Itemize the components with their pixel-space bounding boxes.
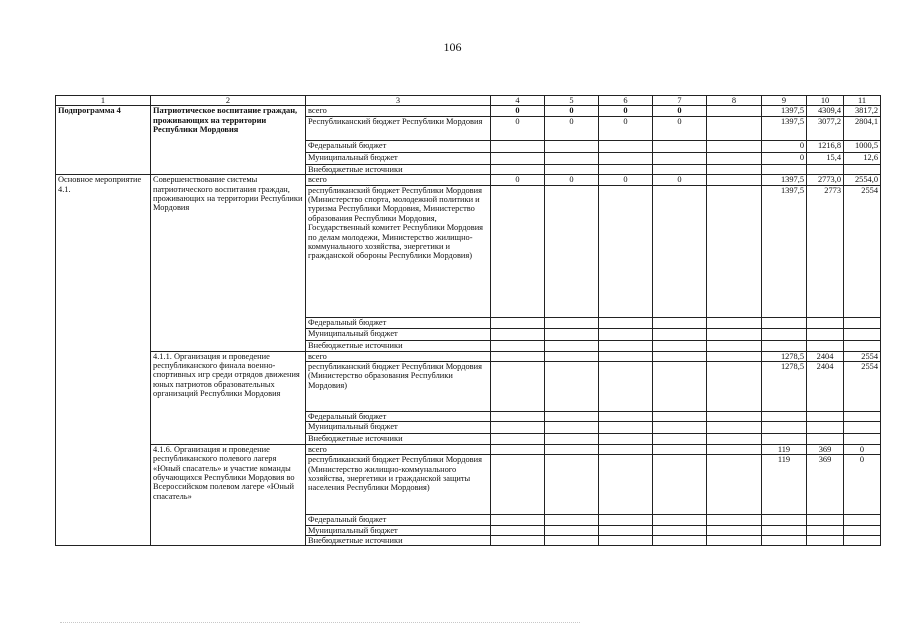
value-cell (545, 536, 599, 546)
value-cell: 0 (653, 116, 707, 140)
value-cell: 0 (762, 152, 807, 164)
value-cell (491, 434, 545, 444)
value-cell (491, 525, 545, 535)
value-cell (599, 140, 653, 152)
value-cell (653, 455, 707, 515)
value-cell (707, 152, 762, 164)
source-cell: Муниципальный бюджет (306, 422, 491, 434)
value-cell (762, 422, 807, 434)
value-cell: 2773 (807, 185, 844, 317)
value-cell (707, 140, 762, 152)
value-cell (653, 340, 707, 351)
value-cell: 2404 (807, 351, 844, 361)
value-cell (807, 515, 844, 525)
value-cell (707, 422, 762, 434)
value-cell (545, 525, 599, 535)
value-cell: 119 (762, 444, 807, 454)
value-cell: 1278,5 (762, 351, 807, 361)
header-cell: 10 (807, 96, 844, 106)
source-cell: всего (306, 351, 491, 361)
value-cell (599, 536, 653, 546)
value-cell (599, 152, 653, 164)
value-cell (762, 340, 807, 351)
program-name: Подпрограмма 4 (56, 106, 151, 175)
value-cell (707, 164, 762, 174)
value-cell (707, 106, 762, 116)
value-cell (491, 185, 545, 317)
value-cell: 0 (653, 106, 707, 116)
value-cell (599, 525, 653, 535)
value-cell (707, 317, 762, 328)
value-cell (545, 164, 599, 174)
value-cell (707, 116, 762, 140)
value-cell (545, 455, 599, 515)
value-cell (545, 412, 599, 422)
value-cell: 369 (807, 455, 844, 515)
value-cell (491, 444, 545, 454)
value-cell: 1397,5 (762, 116, 807, 140)
value-cell: 2554 (844, 362, 881, 412)
value-cell (653, 422, 707, 434)
value-cell (844, 317, 881, 328)
header-cell: 9 (762, 96, 807, 106)
value-cell (491, 455, 545, 515)
source-cell: Внебюджетные источники (306, 434, 491, 444)
value-cell: 0 (653, 175, 707, 185)
value-cell (545, 422, 599, 434)
header-cell: 2 (151, 96, 306, 106)
source-cell: всего (306, 106, 491, 116)
value-cell (491, 317, 545, 328)
source-cell: Федеральный бюджет (306, 140, 491, 152)
value-cell (844, 525, 881, 535)
value-cell (844, 422, 881, 434)
value-cell: 119 (762, 455, 807, 515)
value-cell (545, 351, 599, 361)
source-cell: Внебюджетные источники (306, 340, 491, 351)
value-cell (599, 434, 653, 444)
value-cell (707, 525, 762, 535)
value-cell (545, 444, 599, 454)
value-cell (491, 164, 545, 174)
value-cell (599, 444, 653, 454)
source-cell: республиканский бюджет Республики Мордовия (Министерство образования Республики Мордовия) (306, 362, 491, 412)
value-cell: 369 (807, 444, 844, 454)
activity-title: 4.1.6. Организация и проведение республиканского полевого лагеря «Юный спасатель» и участие команды обучающихся Республики Мордовия во Всероссийском полевом лагере «Юный спасатель» (151, 444, 306, 546)
value-cell (491, 328, 545, 340)
page-number: 106 (443, 40, 462, 54)
value-cell (844, 164, 881, 174)
value-cell (545, 340, 599, 351)
value-cell (653, 164, 707, 174)
value-cell: 4309,4 (807, 106, 844, 116)
value-cell (762, 515, 807, 525)
value-cell (491, 515, 545, 525)
value-cell (844, 328, 881, 340)
value-cell (807, 164, 844, 174)
value-cell (707, 175, 762, 185)
value-cell: 0 (545, 116, 599, 140)
value-cell (807, 328, 844, 340)
value-cell (653, 515, 707, 525)
value-cell (707, 434, 762, 444)
activity-title: 4.1.1. Организация и проведение республиканского финала военно-спортивных игр среди отрядов движения юных патриотов образовательных организаций Республики Мордовия (151, 351, 306, 444)
value-cell (491, 340, 545, 351)
value-cell (707, 362, 762, 412)
value-cell (491, 351, 545, 361)
value-cell: 1397,5 (762, 106, 807, 116)
value-cell (707, 444, 762, 454)
value-cell: 0 (545, 175, 599, 185)
value-cell (707, 328, 762, 340)
value-cell: 1000,5 (844, 140, 881, 152)
source-cell: Внебюджетные источники (306, 536, 491, 546)
header-cell: 7 (653, 96, 707, 106)
header-cell: 5 (545, 96, 599, 106)
value-cell (653, 328, 707, 340)
activity-title: Совершенствование системы патриотического воспитания граждан, проживающих на территории Республики Мордовия (151, 175, 306, 351)
value-cell: 1397,5 (762, 185, 807, 317)
value-cell (844, 412, 881, 422)
value-cell: 3077,2 (807, 116, 844, 140)
value-cell: 0 (599, 106, 653, 116)
value-cell (545, 185, 599, 317)
value-cell: 2804,1 (844, 116, 881, 140)
value-cell (599, 340, 653, 351)
value-cell (807, 536, 844, 546)
value-cell (807, 525, 844, 535)
value-cell (707, 515, 762, 525)
value-cell: 2554 (844, 185, 881, 317)
value-cell (762, 412, 807, 422)
value-cell (653, 412, 707, 422)
value-cell (545, 328, 599, 340)
value-cell (707, 340, 762, 351)
header-cell: 4 (491, 96, 545, 106)
value-cell (599, 455, 653, 515)
program-title: Патриотическое воспитание граждан, проживающих на территории Республики Мордовия (151, 106, 306, 175)
value-cell: 0 (762, 140, 807, 152)
header-cell: 8 (707, 96, 762, 106)
source-cell: всего (306, 444, 491, 454)
table-row (56, 106, 881, 116)
value-cell (807, 340, 844, 351)
source-cell: республиканский бюджет Республики Мордовия (Министерство спорта, молодежной политики и туризма Республики Мордовия, Министерство образования Республики Мордовия, Государственный комитет Республики Мордовия по делам молодежи, Министерство жилищно-коммунального хозяйства, энергетики и гражданской обороны Республики Мордовия) (306, 185, 491, 317)
value-cell (545, 434, 599, 444)
value-cell (807, 412, 844, 422)
source-cell: Внебюджетные источники (306, 164, 491, 174)
value-cell (653, 185, 707, 317)
value-cell (762, 525, 807, 535)
header-cell: 11 (844, 96, 881, 106)
source-cell: республиканский бюджет Республики Мордовия (Министерство жилищно-коммунального хозяйства, энергетики и гражданской защиты населения Республики Мордовия) (306, 455, 491, 515)
value-cell: 0 (599, 116, 653, 140)
value-cell (491, 422, 545, 434)
header-cell: 3 (306, 96, 491, 106)
value-cell (545, 317, 599, 328)
value-cell: 1397,5 (762, 175, 807, 185)
value-cell (545, 515, 599, 525)
source-cell: Муниципальный бюджет (306, 152, 491, 164)
value-cell (599, 515, 653, 525)
value-cell: 2554,0 (844, 175, 881, 185)
value-cell (653, 444, 707, 454)
value-cell (807, 317, 844, 328)
table-row (56, 444, 881, 454)
value-cell (491, 412, 545, 422)
value-cell (491, 536, 545, 546)
value-cell (707, 412, 762, 422)
value-cell (653, 525, 707, 535)
value-cell (844, 515, 881, 525)
value-cell (762, 434, 807, 444)
value-cell (844, 536, 881, 546)
value-cell (707, 536, 762, 546)
scan-artifact-line (60, 622, 580, 624)
value-cell (545, 152, 599, 164)
value-cell (762, 164, 807, 174)
value-cell (653, 362, 707, 412)
budget-table (55, 95, 881, 546)
value-cell (545, 140, 599, 152)
value-cell: 1216,8 (807, 140, 844, 152)
value-cell (707, 185, 762, 317)
value-cell: 1278,5 (762, 362, 807, 412)
value-cell (653, 152, 707, 164)
value-cell (762, 317, 807, 328)
header-cell: 1 (56, 96, 151, 106)
value-cell: 0 (491, 116, 545, 140)
source-cell: Муниципальный бюджет (306, 525, 491, 535)
table-row (56, 175, 881, 185)
header-row (56, 96, 881, 106)
value-cell (599, 422, 653, 434)
value-cell: 12,6 (844, 152, 881, 164)
value-cell (653, 317, 707, 328)
value-cell (707, 351, 762, 361)
value-cell (599, 362, 653, 412)
value-cell: 0 (491, 175, 545, 185)
value-cell: 0 (491, 106, 545, 116)
value-cell (545, 362, 599, 412)
value-cell (844, 434, 881, 444)
source-cell: Республиканский бюджет Республики Мордовия (306, 116, 491, 140)
value-cell: 2554 (844, 351, 881, 361)
value-cell (491, 152, 545, 164)
value-cell (491, 140, 545, 152)
value-cell: 2404 (807, 362, 844, 412)
value-cell: 0 (545, 106, 599, 116)
value-cell (599, 351, 653, 361)
source-cell: всего (306, 175, 491, 185)
value-cell (653, 434, 707, 444)
source-cell: Федеральный бюджет (306, 317, 491, 328)
value-cell (653, 351, 707, 361)
value-cell (653, 140, 707, 152)
value-cell (599, 328, 653, 340)
value-cell: 3817,2 (844, 106, 881, 116)
value-cell (491, 362, 545, 412)
value-cell (762, 328, 807, 340)
source-cell: Муниципальный бюджет (306, 328, 491, 340)
table-row (56, 351, 881, 361)
value-cell (762, 536, 807, 546)
value-cell (844, 340, 881, 351)
header-cell: 6 (599, 96, 653, 106)
value-cell: 0 (844, 444, 881, 454)
value-cell (807, 422, 844, 434)
value-cell (599, 185, 653, 317)
value-cell (599, 164, 653, 174)
value-cell (599, 412, 653, 422)
value-cell (653, 536, 707, 546)
source-cell: Федеральный бюджет (306, 515, 491, 525)
value-cell (707, 455, 762, 515)
value-cell (807, 434, 844, 444)
value-cell: 0 (599, 175, 653, 185)
source-cell: Федеральный бюджет (306, 412, 491, 422)
value-cell: 0 (844, 455, 881, 515)
activity-name: Основное мероприятие 4.1. (56, 175, 151, 546)
value-cell (599, 317, 653, 328)
value-cell: 15,4 (807, 152, 844, 164)
value-cell: 2773,0 (807, 175, 844, 185)
